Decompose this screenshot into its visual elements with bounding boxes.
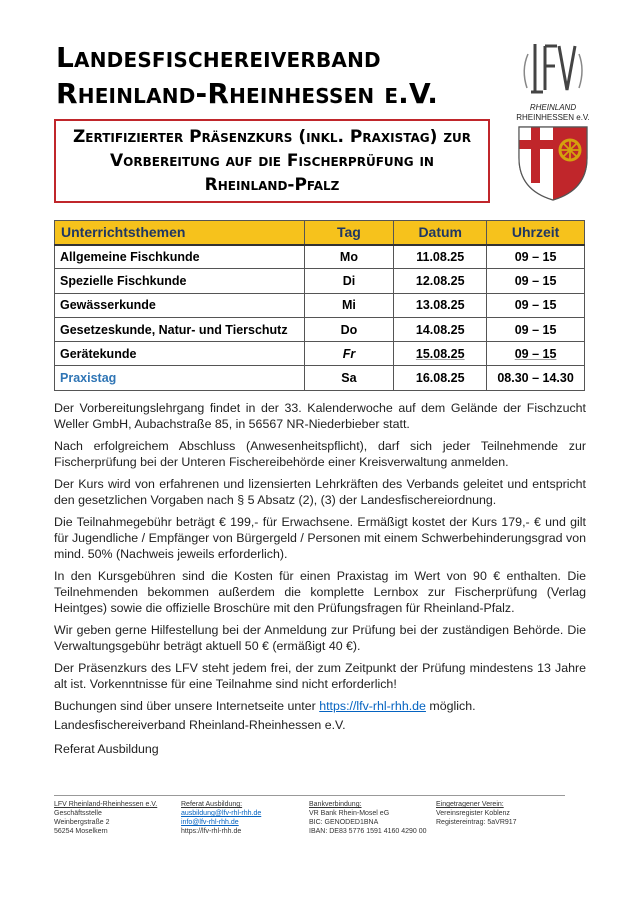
paragraph-booking [54,698,586,714]
paragraph-instructors: Der Kurs wird von erfahrenen und lizensierten Lehrkräften des Verbands geleitet und entspricht den gesetzlichen Vorgaben nach § 5 Absatz (2), (3) der Landesfischereiordnung. [54,477,586,507]
coat-of-arms [519,127,587,200]
course-title: Zertifizierter Präsenzkurs (inkl. Praxistag) zur Vorbereitung auf die Fischerprüfung in Rheinland-Pfalz [72,127,472,195]
footer-address-line: Weinbergstraße 2 [54,819,110,826]
footer-email-ausbildung[interactable]: ausbildung@lfv-rhl-rhh.de [181,810,262,817]
footer-registry [436,800,566,836]
signoff [54,717,346,765]
paragraph-assistance: Wir geben gerne Hilfestellung bei der Anmeldung zur Prüfung bei der zuständigen Behörde. Die Verwaltungsgebühr beträgt aktuell 50 € (ermäßigt 40 €). [54,623,586,653]
footer [54,800,584,836]
time-cell: 09 – 15 [487,293,585,317]
logo-caption-line2: RHEINHESSEN e.V. [516,113,590,122]
signoff-department: Referat Ausbildung [54,742,159,756]
date-cell: 15.08.25 [394,342,487,366]
topic-cell: Gerätekunde [55,342,305,366]
paragraph-exam-registration: Nach erfolgreichem Abschluss (Anwesenheitspflicht), darf sich jeder Teilnehmende zur Fischerprüfung bei der Unteren Fischereibehörde einer Kreisverwaltung anmelden. [54,439,586,469]
time-cell: 09 – 15 [487,269,585,293]
date-cell: 11.08.25 [394,245,487,269]
date-cell: 16.08.25 [394,366,487,390]
time-cell: 09 – 15 [487,342,585,366]
logo-caption-line1: RHEINLAND [529,103,577,112]
footer-address-head: LFV Rheinland-Rheinhessen e.V. [54,801,158,808]
signoff-organization: Landesfischereiverband Rheinland-Rheinhessen e.V. [54,718,346,732]
lfv-monogram [524,44,582,92]
footer-address [54,800,181,836]
topic-cell: Spezielle Fischkunde [55,269,305,293]
footer-website: https://lfv-rhl-rhh.de [181,828,242,835]
footer-divider [54,795,565,796]
paragraph-fees: Die Teilnahmegebühr beträgt € 199,- für Erwachsene. Ermäßigt kostet der Kurs 179,- € und gilt für Jugendliche / Empfänger von Bürgergeld / Personen mit einem Schwerbehinderungsgrad von mind. 50% (Nachweis jeweils erforderlich). [54,515,586,561]
footer-address-line: Geschäftsstelle [54,810,102,817]
date-cell: 13.08.25 [394,293,487,317]
footer-bank-line: BIC: GENODED1BNA [309,819,379,826]
header-time: Uhrzeit [487,221,585,245]
day-cell: Di [304,269,394,293]
topic-cell: Praxistag [55,366,305,390]
organization-title [56,40,516,112]
svg-text:LFV: LFV [553,76,555,77]
day-cell: Mo [304,245,394,269]
table-row [55,245,585,269]
footer-bank-line: VR Bank Rhein-Mosel eG [309,810,390,817]
body-text [54,400,586,720]
table-row [55,342,585,366]
header-day: Tag [304,221,394,245]
course-title-box [54,119,490,203]
booking-suffix: möglich. [425,699,476,713]
time-cell: 09 – 15 [487,317,585,341]
day-cell: Do [304,317,394,341]
table-row [55,269,585,293]
topic-cell: Allgemeine Fischkunde [55,245,305,269]
topic-cell: Gewässerkunde [55,293,305,317]
table-row [55,293,585,317]
topic-cell: Gesetzeskunde, Natur- und Tierschutz [55,317,305,341]
organization-title-line1: Landesfischereiverband [56,41,381,74]
time-cell: 08.30 – 14.30 [487,366,585,390]
footer-address-line: 56254 Moselkern [54,828,108,835]
day-cell: Mi [304,293,394,317]
table-row-practice-day [55,366,585,390]
time-cell: 09 – 15 [487,245,585,269]
header-date: Datum [394,221,487,245]
paragraph-location: Der Vorbereitungslehrgang findet in der 33. Kalenderwoche auf dem Gelände der Fischzucht Weller GmbH, Aubachstraße 85, in 56567 NR-Niederbieber statt. [54,401,586,431]
organization-title-line2: Rheinland-Rheinhessen e.V. [56,77,439,110]
footer-registry-line: Vereinsregister Koblenz [436,810,510,817]
schedule-header-row [55,221,585,245]
schedule-table [54,220,585,391]
day-cell: Sa [304,366,394,390]
booking-link[interactable]: https://lfv-rhl-rhh.de [319,699,426,713]
footer-bank-head: Bankverbindung: [309,801,362,808]
footer-bank [309,800,436,836]
day-cell: Fr [304,342,394,366]
paragraph-included: In den Kursgebühren sind die Kosten für einen Praxistag im Wert von 90 € enthalten. Die Teilnehmenden bekommen außerdem die komplette Lernbox zur Fischerprüfung (Verlag Heintges) sowie die offizielle Broschüre mit den Prüfungsfragen für Rheinland-Pfalz. [54,569,586,615]
footer-registry-line: Registereintrag: 5aVR917 [436,819,517,826]
paragraph-eligibility: Der Präsenzkurs des LFV steht jedem frei, der zum Zeitpunkt der Prüfung mindestens 13 Jahre alt ist. Vorkenntnisse für eine Teilnahme sind nicht erforderlich! [54,661,586,691]
footer-contact-head: Referat Ausbildung: [181,801,243,808]
logo-caption [503,103,603,123]
footer-bank-line: IBAN: DE83 5776 1591 4160 4290 00 [309,828,427,835]
footer-email-info[interactable]: info@lfv-rhl-rhh.de [181,819,239,826]
date-cell: 12.08.25 [394,269,487,293]
footer-contact [181,800,309,836]
table-row [55,317,585,341]
footer-registry-head: Eingetragener Verein: [436,801,504,808]
header-topics: Unterrichtsthemen [55,221,305,245]
booking-prefix: Buchungen sind über unsere Internetseite unter [54,699,320,713]
date-cell: 14.08.25 [394,317,487,341]
